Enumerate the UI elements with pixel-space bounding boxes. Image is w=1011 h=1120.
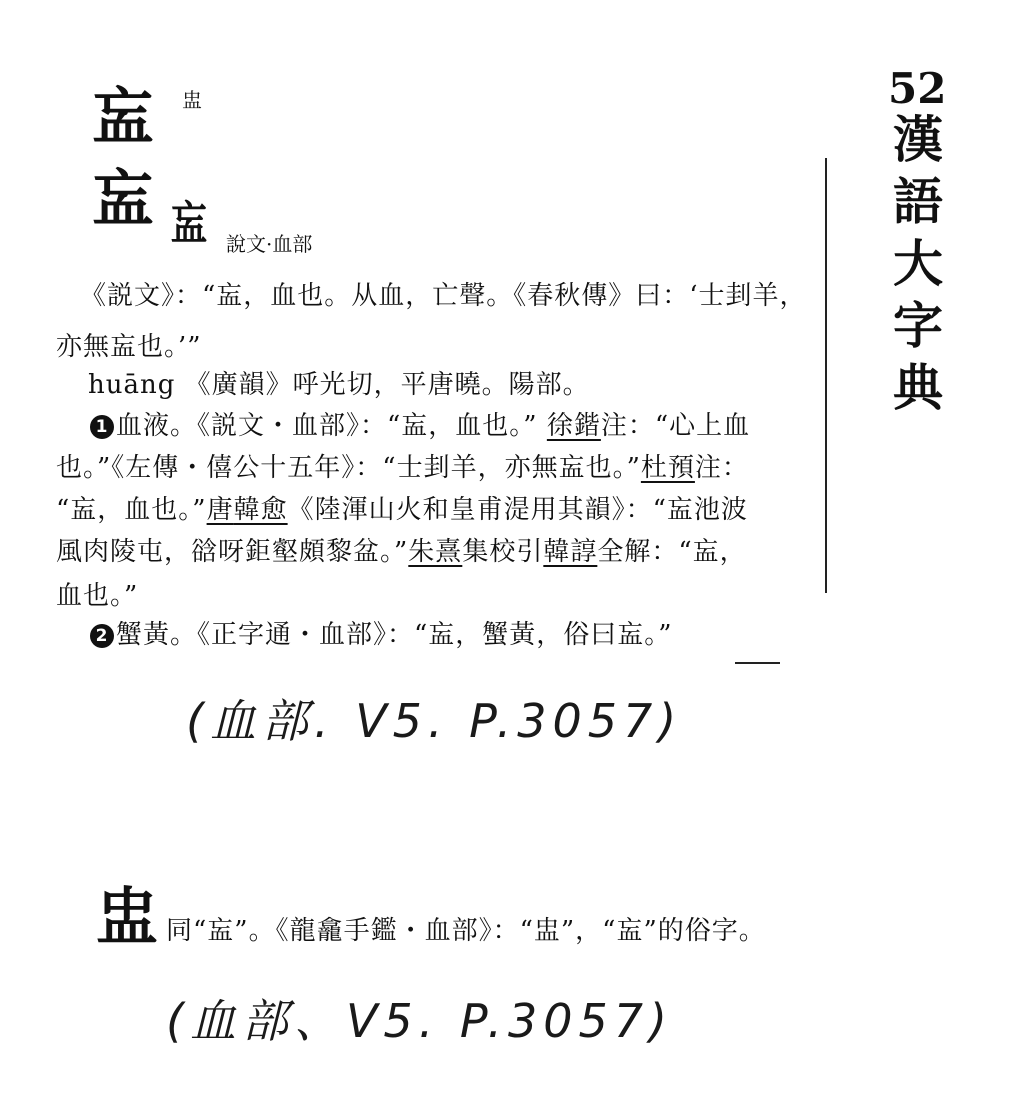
person-name: 杜預 [640,453,695,483]
column-divider [825,158,827,593]
book-title-char: 語 [893,172,943,231]
entry1-sense-1: 1 血液。《説文・血部》：“衁，血也。” 徐鍇注：“心上血 [90,413,750,439]
seal-source-label: 說文·血部 [226,232,313,256]
person-name: 朱熹 [408,537,463,567]
section-rule [735,662,780,664]
entry1-head-char: 衁 [92,80,155,153]
person-name: 唐 [206,495,234,525]
person-name: 韓愈 [233,495,288,525]
entry1-sense-2: 2 蟹黃。《正字通・血部》：“衁，蟹黃，俗曰衁。” [90,622,673,648]
sense-number-1: 1 [90,415,114,439]
entry1-line: 也。”《左傳・僖公十五年》：“士刲羊，亦無衁也。”杜預注： [56,453,749,483]
book-number: 52 [888,64,947,113]
entry1-line: 《説文》：“衁，血也。从血，亡聲。《春秋傳》曰：‘士刲羊， [80,281,807,311]
entry1-variant-char: 衁 [92,162,155,235]
person-name: 韓諄 [543,537,598,567]
seal-script-glyph: 衁 [170,196,208,250]
entry2-definition: 同“衁”。《龍龕手鑑・血部》：“盅”，“衁”的俗字。 [166,916,766,946]
entry1-line: 亦無衁也。’” [56,332,202,362]
entry1-line: “衁，血也。”唐韓愈《陸渾山火和皇甫湜用其韻》：“衁池波 [56,495,748,525]
book-title-char: 大 [893,234,943,293]
book-title-char: 字 [893,296,943,355]
book-title-char: 典 [893,358,943,417]
entry1-line: 風肉陵屯，谽呀鉅壑頗黎盆。”朱熹集校引韓諄全解：“衁， [56,537,747,567]
handwritten-note: (血部、V5. P.3057) [166,994,673,1048]
entry1-line: 血也。” [56,581,139,611]
entry2-head-char: 盅 [96,880,159,953]
person-name: 徐鍇 [546,411,601,441]
book-title-char: 漢 [893,110,943,169]
handwritten-note: (血部. V5. P.3057) [186,694,683,748]
book-title [893,110,953,417]
sense-number-2: 2 [90,624,114,648]
entry1-pronunciation: huāng 《廣韻》呼光切，平唐曉。陽部。 [88,370,590,400]
entry1-variant-label: 盅 [182,88,202,112]
